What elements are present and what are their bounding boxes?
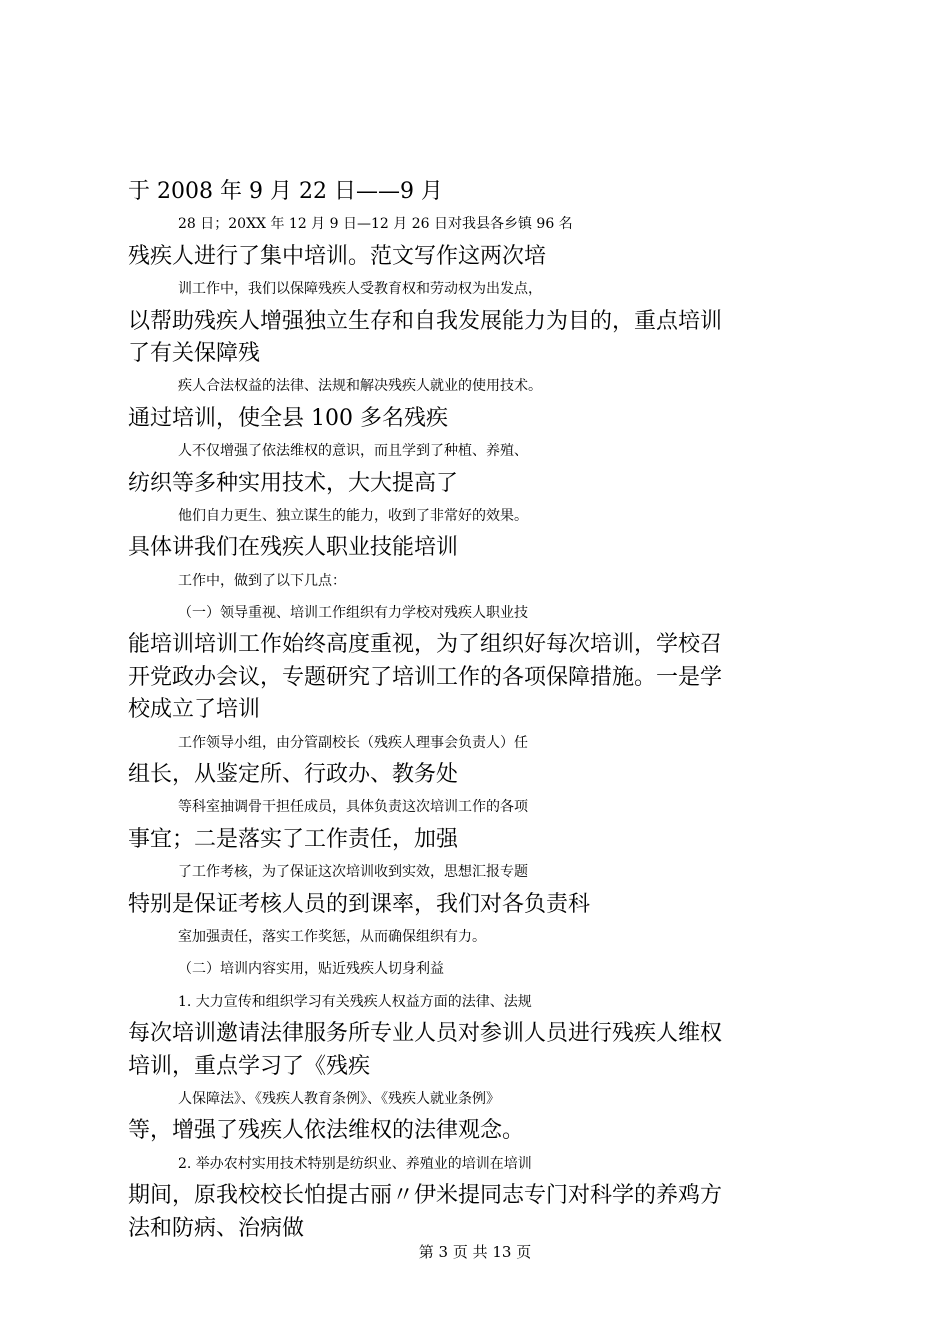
text-line: 等科室抽调骨干担任成员，具体负责这次培训工作的各项 [178, 799, 528, 816]
text-line: 疾人合法权益的法律、法规和解决残疾人就业的使用技术。 [178, 378, 542, 395]
text-line: 特别是保证考核人员的到课率，我们对各负责科 [128, 891, 591, 917]
text-line: 培训，重点学习了《残疾 [128, 1053, 371, 1079]
text-line: 1. 大力宣传和组织学习有关残疾人权益方面的法律、法规 [178, 993, 532, 1010]
text-line: 校成立了培训 [128, 697, 261, 723]
text-line: 了有关保障残 [128, 340, 261, 366]
text-line: 训工作中，我们以保障残疾人受教育权和劳动权为出发点， [178, 281, 542, 298]
text-line: 以帮助残疾人增强独立生存和自我发展能力为目的，重点培训 [128, 308, 723, 334]
text-line: 能培训培训工作始终高度重视，为了组织好每次培训，学校召 [128, 632, 723, 658]
text-line: 法和防病、治病做 [128, 1215, 305, 1241]
text-line: 期间，原我校校长怕提古丽〃伊米提同志专门对科学的养鸡方 [128, 1183, 723, 1209]
text-line: （二）培训内容实用，贴近残疾人切身利益 [178, 961, 444, 978]
text-line: 了工作考核，为了保证这次培训收到实效，思想汇报专题 [178, 864, 528, 881]
text-line: 残疾人进行了集中培训。范文写作这两次培 [128, 243, 547, 269]
text-line: 28 日；20XX 年 12 月 9 日—12 月 26 日对我县各乡镇 96 名 [178, 216, 573, 233]
text-line: 事宜；二是落实了工作责任，加强 [128, 826, 459, 852]
text-line: 每次培训邀请法律服务所专业人员对参训人员进行残疾人维权 [128, 1021, 723, 1047]
text-line: 具体讲我们在残疾人职业技能培训 [128, 535, 459, 561]
text-line: 人保障法》、《残疾人教育条例》、《残疾人就业条例》 [178, 1090, 500, 1107]
text-line: 通过培训，使全县 100 多名残疾 [128, 405, 448, 431]
text-line: 人不仅增强了依法维权的意识，而且学到了种植、养殖、 [178, 443, 528, 460]
text-line: 开党政办会议，专题研究了培训工作的各项保障措施。一是学 [128, 664, 723, 690]
text-line: 纺织等多种实用技术，大大提高了 [128, 470, 459, 496]
text-line: 于 2008 年 9 月 22 日——9 月 [128, 179, 443, 204]
page-footer: 第 3 页 共 13 页 [418, 1243, 532, 1261]
text-line: 工作中，做到了以下几点： [178, 572, 346, 589]
text-line: 他们自力更生、独立谋生的能力，收到了非常好的效果。 [178, 507, 528, 524]
text-line: 工作领导小组，由分管副校长（残疾人理事会负责人）任 [178, 734, 528, 751]
text-line: 2. 举办农村实用技术特别是纺织业、养殖业的培训在培训 [178, 1155, 532, 1172]
text-line: 室加强责任，落实工作奖惩，从而确保组织有力。 [178, 928, 486, 945]
document-body [128, 176, 848, 1245]
text-line: （一）领导重视、培训工作组织有力学校对残疾人职业技 [178, 605, 528, 622]
text-line: 组长，从鉴定所、行政办、教务处 [128, 762, 459, 788]
text-line: 等，增强了残疾人依法维权的法律观念。 [128, 1118, 525, 1144]
